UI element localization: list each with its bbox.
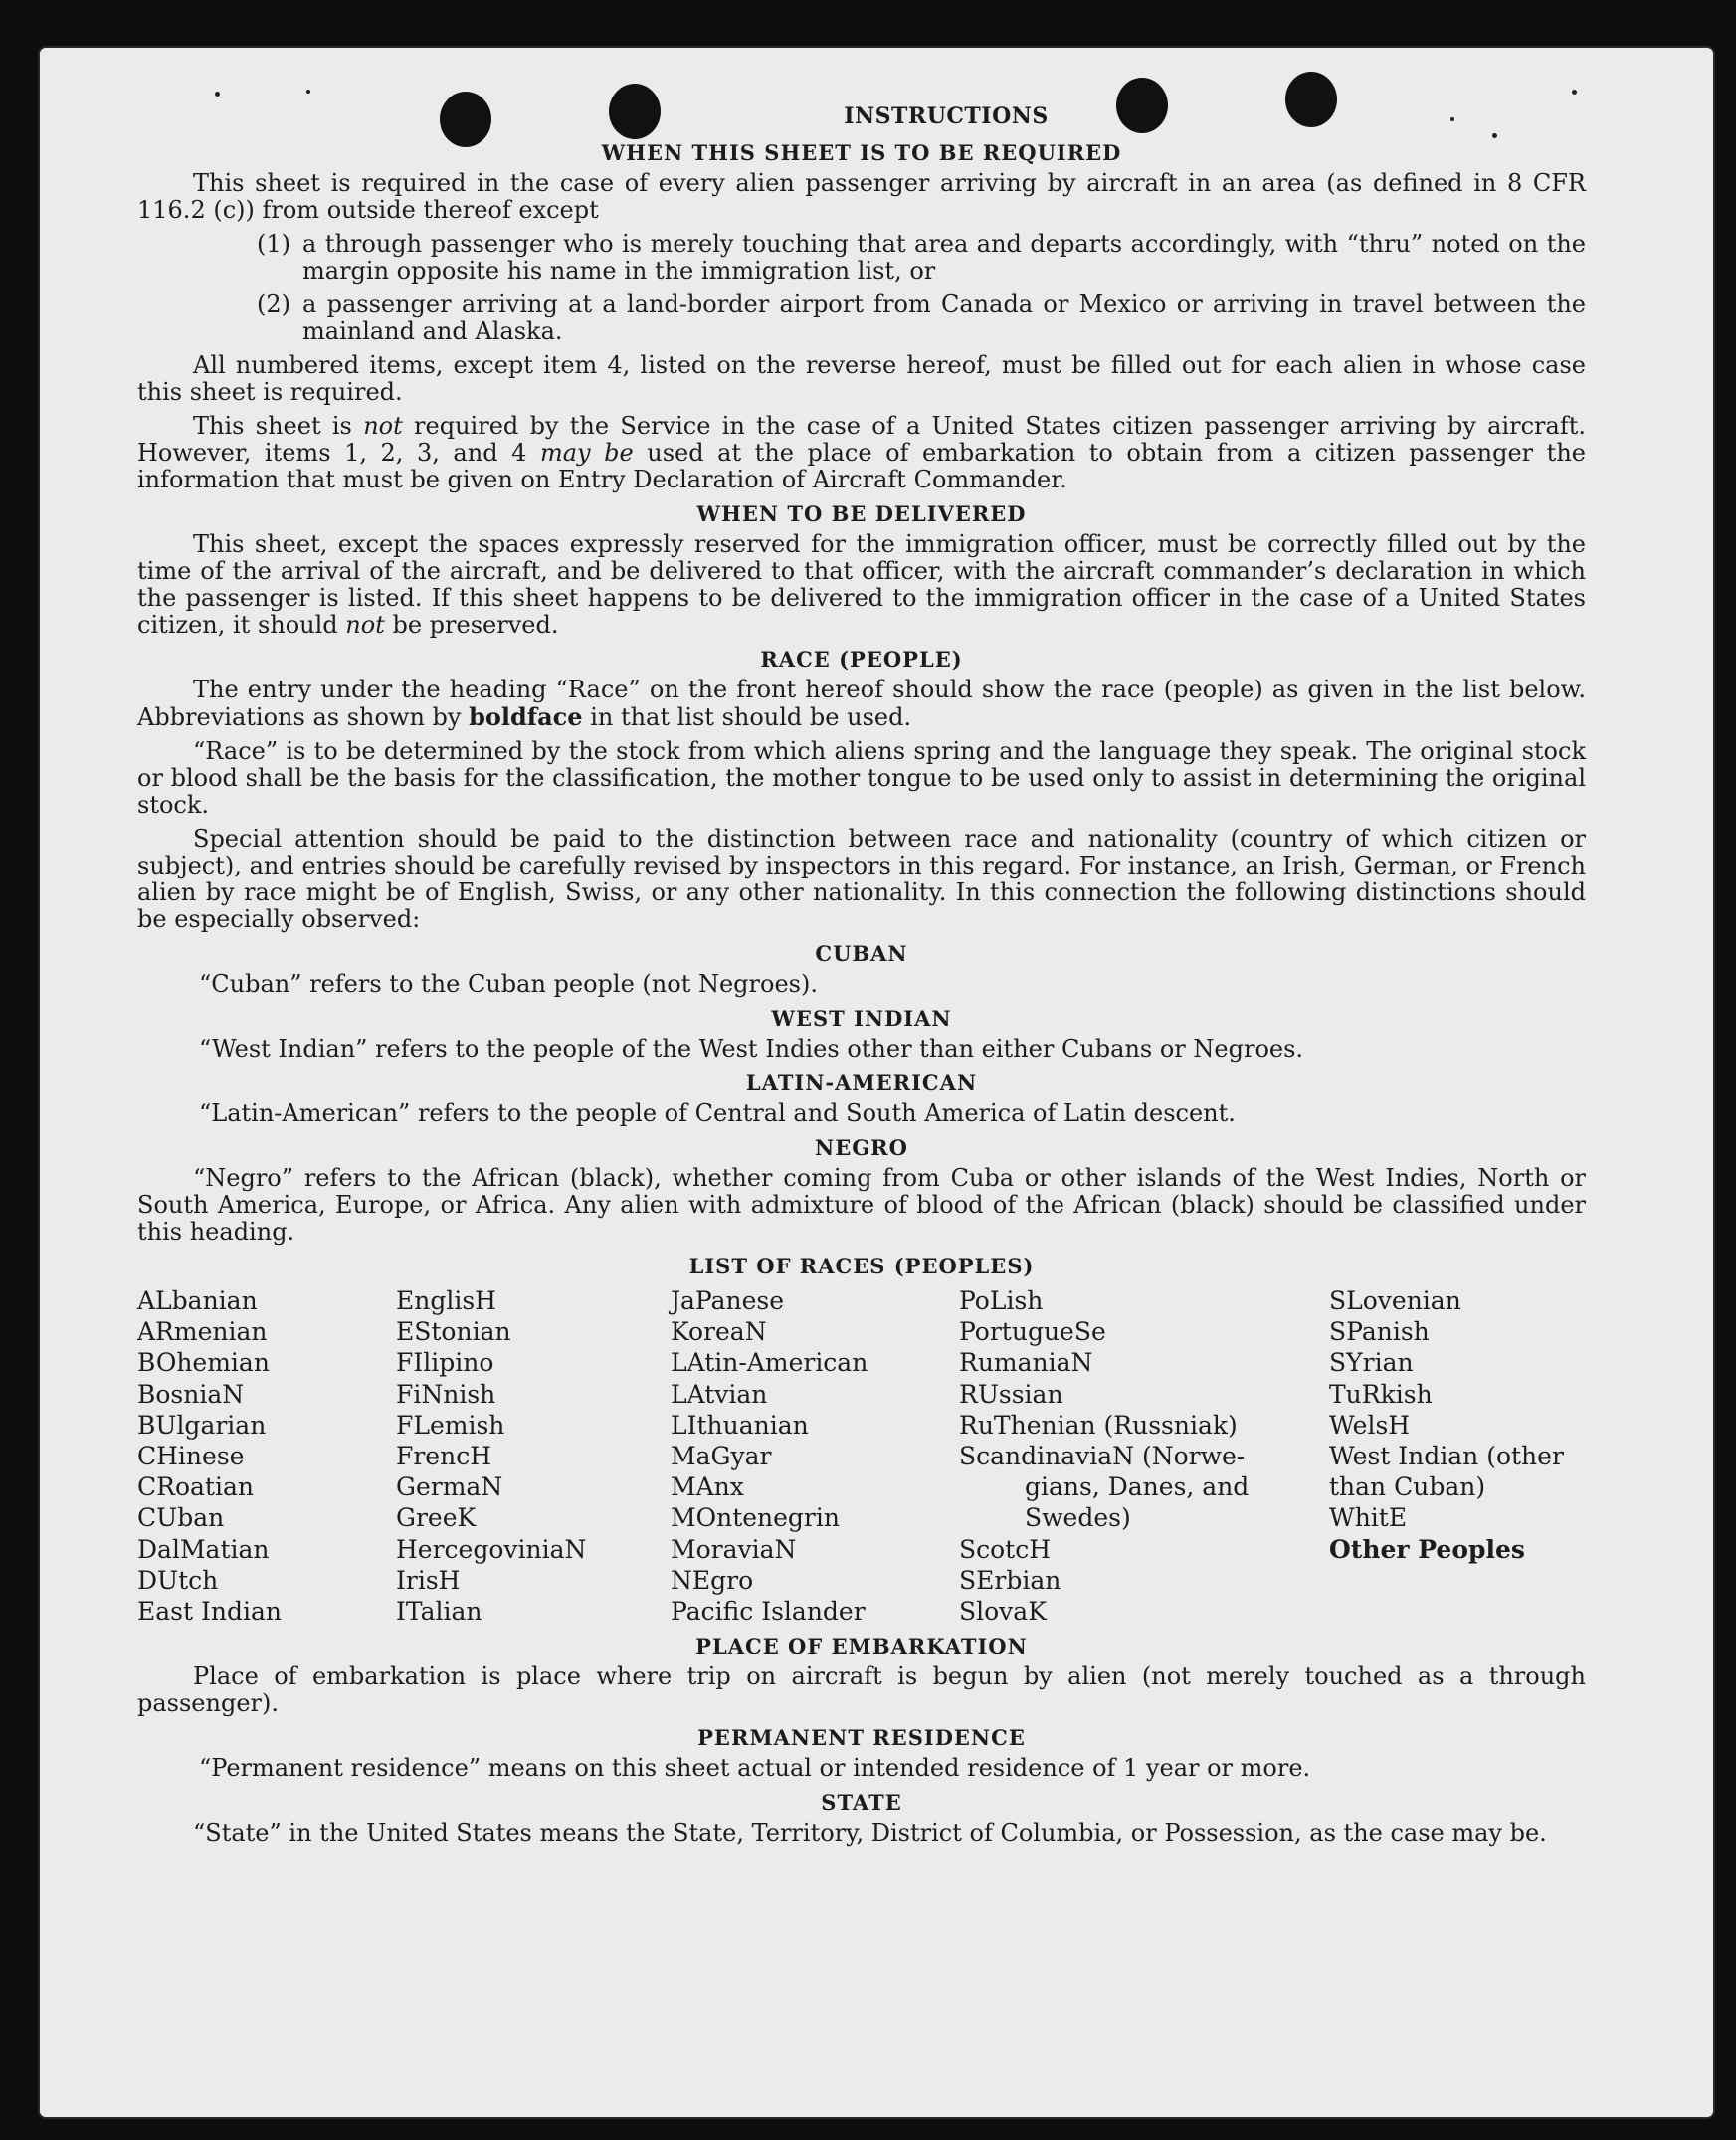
text-run: used at the place of embarkation to obtain from a citizen passenger the information that must be given on Entry Declaration of Aircraft Commander.: [137, 439, 1586, 493]
race-entry: CRoatian: [137, 1472, 254, 1502]
list-item: [257, 231, 1586, 285]
heading-embarkation: PLACE OF EMBARKATION: [695, 1634, 1028, 1659]
list-item: [257, 292, 1586, 345]
paragraph: [137, 531, 1586, 639]
paragraph: All numbered items, except item 4, listed on the reverse hereof, must be filled out for each alien in whose case this sheet is required.: [137, 351, 1586, 406]
document-body: [137, 103, 1586, 1853]
heading-cuban: CUBAN: [815, 941, 908, 966]
race-entry: RumaniaN: [959, 1348, 1093, 1378]
race-entry: KoreaN: [671, 1317, 767, 1347]
emphasis: not: [363, 412, 403, 440]
emphasis: may be: [539, 439, 634, 467]
race-entry: MAnx: [671, 1472, 744, 1502]
race-entry: CHinese: [137, 1442, 245, 1471]
race-entry: JaPanese: [671, 1286, 785, 1315]
race-entry: SlovaK: [959, 1597, 1047, 1627]
heading-permanent-residence: PERMANENT RESIDENCE: [697, 1725, 1026, 1751]
item-text: a through passenger who is merely touching that area and departs accordingly, with “thru” noted on the margin opposite his name in the immigration list, or: [302, 230, 1586, 285]
race-entry: CUban: [137, 1503, 225, 1533]
races-column-3: [671, 1285, 959, 1627]
race-entry: FLemish: [396, 1410, 505, 1440]
race-entry: FiNnish: [396, 1379, 496, 1409]
race-entry: FrencH: [396, 1442, 491, 1471]
race-entry: BOhemian: [137, 1348, 270, 1378]
item-number: (1): [257, 230, 290, 258]
race-entry: RUssian: [959, 1379, 1063, 1409]
race-entry: IrisH: [396, 1565, 461, 1595]
emphasis: not: [345, 611, 385, 639]
race-entry-continuation: Swedes): [1025, 1503, 1131, 1533]
definition: “Latin-American” refers to the people of Central and South America of Latin descent.: [199, 1099, 1236, 1127]
item-number: (2): [257, 291, 290, 318]
page-title: INSTRUCTIONS: [844, 103, 1049, 129]
text-run: This sheet, except the spaces expressly reserved for the immigration officer, must be correctly filled out by the time of the arrival of the aircraft, and be delivered to that officer, with the aircraft commander’s declaration in which the passenger is listed. If this sheet happens to be delivered to the immigration officer in the case of a United States citizen, it should: [137, 530, 1586, 639]
text-run: be preserved.: [384, 611, 559, 639]
definition: “Cuban” refers to the Cuban people (not Negroes).: [199, 970, 818, 998]
race-entry: SErbian: [959, 1565, 1061, 1595]
paragraph: “Negro” refers to the African (black), whether coming from Cuba or other islands of the West Indies, North or South America, Europe, or Africa. Any alien with admixture of blood of the African (black) should be classified under this heading.: [137, 1164, 1586, 1246]
paragraph: [137, 413, 1586, 493]
heading-when-required: WHEN THIS SHEET IS TO BE REQUIRED: [601, 140, 1122, 165]
races-column-2: [396, 1285, 671, 1627]
race-entry: ITalian: [396, 1597, 482, 1627]
text-run: in that list should be used.: [582, 703, 912, 731]
heading-when-delivered: WHEN TO BE DELIVERED: [696, 501, 1027, 526]
race-entry-continuation: gians, Danes, and: [1025, 1472, 1250, 1502]
race-entry: MaGyar: [671, 1442, 772, 1471]
heading-state: STATE: [821, 1790, 902, 1816]
race-entry: EStonian: [396, 1317, 511, 1347]
race-entry-continuation: than Cuban): [1329, 1472, 1486, 1502]
race-entry: ScotcH: [959, 1534, 1052, 1564]
race-entry: SLovenian: [1329, 1286, 1461, 1315]
item-text: a passenger arriving at a land-border airport from Canada or Mexico or arriving in travel between the mainland and Alaska.: [302, 291, 1586, 345]
paragraph: [137, 677, 1586, 731]
races-column-1: [137, 1285, 396, 1627]
race-entry: ALbanian: [137, 1286, 258, 1315]
race-entry: Pacific Islander: [671, 1597, 866, 1627]
race-entry: FIlipino: [396, 1348, 494, 1378]
paragraph: This sheet is required in the case of every alien passenger arriving by aircraft in an area (as defined in 8 CFR 116.2 (c)) from outside thereof except: [137, 169, 1586, 224]
race-entry: DalMatian: [137, 1534, 270, 1564]
race-entry: MoraviaN: [671, 1534, 797, 1564]
definition: “West Indian” refers to the people of the West Indies other than either Cubans or Negroes.: [199, 1035, 1304, 1063]
bold-text: boldface: [469, 702, 583, 731]
heading-west-indian: WEST INDIAN: [771, 1006, 952, 1031]
paragraph: “Race” is to be determined by the stock from which aliens spring and the language they speak. The original stock or blood shall be the basis for the classification, the mother tongue to be used only to assist in determining the original stock.: [137, 737, 1586, 819]
heading-list-of-races: LIST OF RACES (PEOPLES): [688, 1254, 1035, 1278]
paragraph: Special attention should be paid to the distinction between race and nationality (country of which citizen or subject), and entries should be carefully revised by inspectors in this regard. For instance, an Irish, German, or French alien by race might be of English, Swiss, or any other nationality. In this connection the following distinctions should be especially observed:: [137, 825, 1586, 933]
speck: [306, 90, 310, 94]
race-entry: PoLish: [959, 1286, 1044, 1315]
races-column-4: [959, 1285, 1329, 1627]
race-entry: LAtin-American: [671, 1348, 868, 1378]
race-entry: GreeK: [396, 1503, 477, 1533]
speck: [1572, 90, 1577, 95]
heading-race: RACE (PEOPLE): [760, 647, 963, 672]
text-run: This sheet is: [193, 412, 364, 440]
text-run: The entry under the heading “Race” on the front hereof should show the race (people) as given in the list below. Abbreviations as shown by: [137, 676, 1586, 731]
text-run: required by the Service in the case of a United States citizen passenger arriving by aircraft. However, items 1, 2, 3, and 4: [137, 412, 1586, 467]
race-entry: LAtvian: [671, 1379, 768, 1409]
heading-negro: NEGRO: [815, 1135, 908, 1160]
race-entry: HercegoviniaN: [396, 1534, 587, 1564]
race-entry: GermaN: [396, 1472, 503, 1502]
race-entry: NEgro: [671, 1565, 754, 1595]
speck: [215, 92, 220, 97]
race-entry: LIthuanian: [671, 1410, 809, 1440]
race-entry: EnglisH: [396, 1286, 496, 1315]
race-entry: TuRkish: [1329, 1379, 1433, 1409]
definition: “Permanent residence” means on this sheet actual or intended residence of 1 year or more.: [199, 1754, 1311, 1783]
race-entry: ARmenian: [137, 1317, 268, 1347]
races-list: [137, 1285, 1586, 1627]
race-entry: East Indian: [137, 1597, 282, 1627]
race-entry: ScandinaviaN (Norwe-: [959, 1442, 1246, 1471]
heading-latin-american: LATIN-AMERICAN: [745, 1070, 978, 1095]
race-entry: SYrian: [1329, 1348, 1414, 1378]
race-entry: BosniaN: [137, 1379, 245, 1409]
race-entry: BUlgarian: [137, 1410, 267, 1440]
paragraph: “State” in the United States means the State, Territory, District of Columbia, or Possession, as the case may be.: [193, 1819, 1547, 1848]
race-entry: WhitE: [1329, 1503, 1408, 1533]
paragraph: Place of embarkation is place where trip on aircraft is begun by alien (not merely touched as a through passenger).: [137, 1662, 1586, 1718]
race-entry: RuThenian (Russniak): [959, 1410, 1238, 1440]
race-entry: Other Peoples: [1329, 1534, 1525, 1564]
races-column-5: [1329, 1285, 1586, 1627]
race-entry: WelsH: [1329, 1410, 1411, 1440]
race-entry: PortugueSe: [959, 1317, 1106, 1347]
race-entry: DUtch: [137, 1565, 219, 1595]
race-entry: SPanish: [1329, 1317, 1430, 1347]
race-entry: MOntenegrin: [671, 1503, 840, 1533]
race-entry: West Indian (other: [1329, 1442, 1564, 1471]
